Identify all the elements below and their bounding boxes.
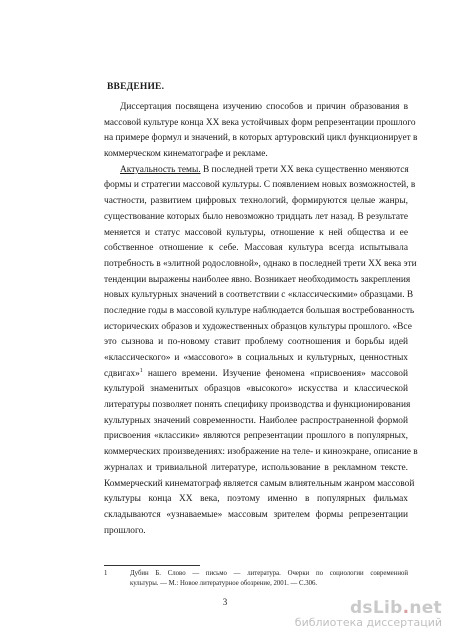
footnote-line: культуры. — М.: Новое литературное обозрение, 2001. — С.306. [130,580,318,587]
text-line [104,367,408,383]
line-text: журналах и тривиальной литературе, использование в рекламном тексте. [104,462,408,473]
line-text: культурных значений современности. Наиболее распространенной формой [104,415,408,426]
text-line [104,257,417,273]
line-text: формы и стратегии массовой культуры. С появлением новых возможностей, в [104,180,416,191]
text-line [104,163,408,179]
text-line [104,429,408,445]
line-text: культуры конца XX века, поэтому именно в популярных фильмах [104,494,408,505]
text-line [104,241,408,257]
line-text: литературы позволяет понять специфику производства и функционирования [104,400,411,411]
page-number: 3 [222,597,228,607]
text-line [104,304,415,320]
text-line [104,335,408,351]
text-line [104,320,412,336]
line-text: Диссертация посвящена изучению способов и причин образования в [120,102,408,112]
text-line [104,461,408,477]
text-line [104,382,408,398]
text-line [104,100,408,116]
text-line [104,477,415,493]
line-text: исторических образов и художественных образцов культуры прошлого. «Все [104,321,412,332]
line-text: складываются «узнаваемые» массовым зрителем формы репрезентации [104,509,408,520]
line-text: на примере формул и значений, в которых артуровский цикл функционирует в [104,133,418,144]
line-text: массовой культуре конца XX века устойчивых форм репрезентации прошлого [104,117,416,128]
text-line [104,524,408,540]
line-text: прошлого. [104,525,146,536]
text-line [104,178,416,194]
text-line [104,398,411,414]
watermark-subtitle: библиотека диссертаций [294,616,442,629]
line-text: В последней трети XX века существенно меняются [200,164,409,175]
line-text: меняется и статус массовой культуры, отношение к ней общества и ее [104,227,408,238]
footnote-reference: 1 [139,367,143,374]
text-line [104,351,408,367]
footnote-text [130,569,408,589]
line-text: последние годы в массовой культуре наблюдается большая востребованность [104,305,415,316]
line-text: существование которых было невозможно тридцать лет назад. В результате [104,211,408,222]
line-text: сдвигах» [104,368,140,379]
line-text: новых культурных значений в соответствии с «классическими» образцами. В [104,290,414,301]
text-line [104,210,408,226]
line-text: нашего времени. Изучение феномена «присвоения» массовой [142,368,408,379]
text-line [104,116,416,132]
footnote [104,569,408,589]
text-line [104,288,414,304]
line-text: это сызнова и по-новому ставит проблему соотношения и борьбы идей [104,337,408,348]
text-line [104,131,418,147]
watermark-logo [295,598,442,629]
text-line [104,508,408,524]
watermark-logo-tld: net [409,598,442,618]
text-line [104,226,408,242]
footnote-mark: 1 [104,570,108,577]
text-line [104,445,418,461]
watermark-logo-main: dsLib [349,598,403,618]
footnote-divider [104,565,200,566]
line-text: культурой знаменитых образцов «высокого» искусства и классической [104,384,408,395]
line-text: тенденции выражены наиболее явно. Возникает необходимость закрепления [104,274,411,285]
footnote-line: Дубин Б. Слово — письмо — литература. Очерки по социологии современной [130,570,408,577]
text-line [104,147,408,163]
line-text: коммерческом кинематографе и рекламе. [104,149,268,160]
line-text: коммерческих произведениях: изображение на теле- и киноэкране, описание в [104,447,418,458]
line-text: присвоения «классики» являются репрезентации прошлого в популярных, [104,431,408,442]
line-text: собственное отношение к себе. Массовая культура всегда испытывала [104,243,408,254]
watermark-logo-dot: . [402,598,410,618]
section-heading: ВВЕДЕНИЕ. [107,82,165,92]
body-text [104,100,418,539]
line-text: Коммерческий кинематограф является самым влиятельным жанром массовой [104,478,415,489]
text-line [104,414,408,430]
line-text: частности, развитием цифровых технологий, формируются целые жанры, [104,196,408,207]
line-text: потребность в «элитной родословной», однако в последней трети XX века эти [104,258,417,269]
line-text: «классического» и «массового» в социальных и культурных, ценностных [104,353,408,363]
section-label: Актуальность темы. [120,164,201,175]
text-line [104,273,411,289]
text-line [104,492,408,508]
text-line [104,194,408,210]
